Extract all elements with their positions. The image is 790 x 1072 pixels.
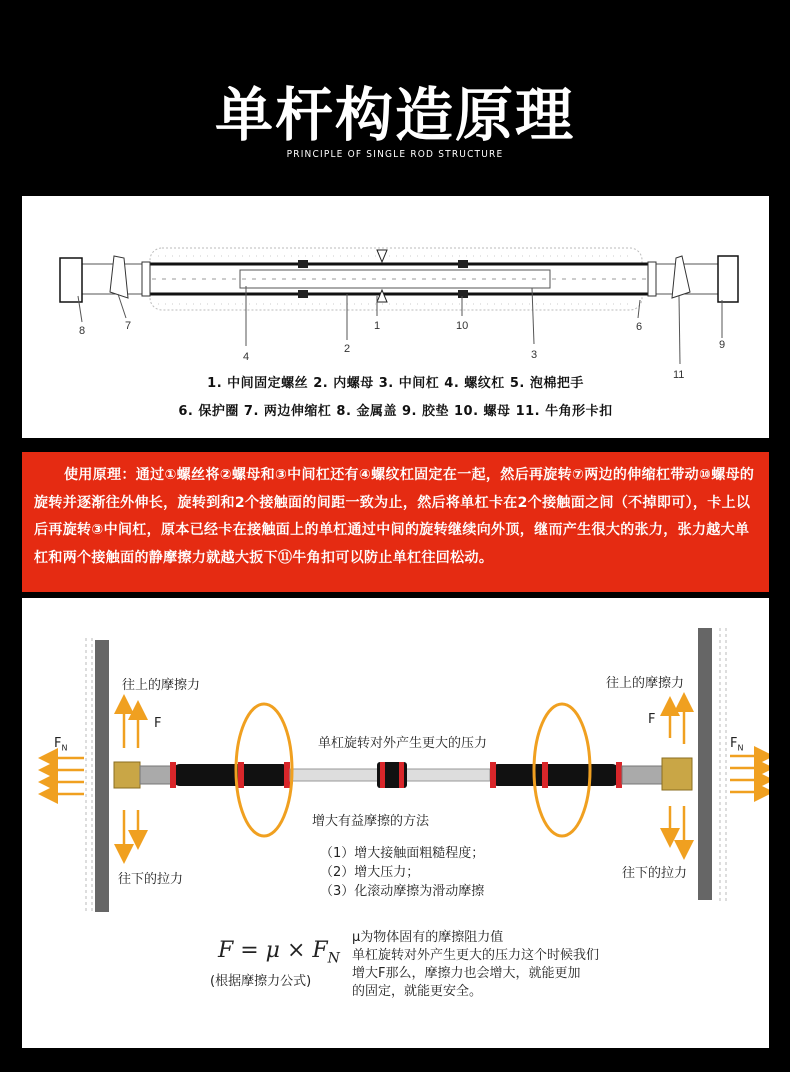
method-item: （3）化滚动摩擦为滑动摩擦 [320,884,485,899]
left-horn-clip [110,256,128,298]
part-number: 7 [125,320,132,332]
right-wall [698,628,726,903]
right-protective-ring [648,262,656,296]
method-item: （1）增大接触面粗糙程度； [320,846,485,861]
desc-line: 的固定，就能更安全。 [352,984,483,999]
usage-principle-panel [22,452,769,592]
nut-left-bottom [298,290,308,298]
screw-top [377,250,387,262]
force-f-right-label: F [648,712,656,727]
method-list [320,844,484,901]
part-number: 11 [673,369,685,381]
leader-lines [78,286,722,364]
method-item: （2）增大压力； [320,865,420,880]
nut-right-bottom [458,290,468,298]
part-number: 10 [456,320,469,332]
usage-principle-text: 使用原理：通过①螺丝将②螺母和③中间杠还有④螺纹杠固定在一起，然后再旋转⑦两边的伸缩杠带动⑩螺母的旋转并逐渐往外伸长，旋转到和2个接触面的间距一致为止，然后将单杠卡在2个接触面之间（不掉即可），卡上以后再旋转③中间杠，原本已经卡在接触面上的单杠通过中间的旋转继续向外顶，继而产生很大的张力，张力越大单杠和两个接触面的静摩擦力就越大扳下⑪牛角扣可以防止单杠往回松动。 [34,467,755,566]
part-number: 2 [344,343,351,355]
method-title: 增大有益摩擦的方法 [312,814,430,829]
nut-left-top [298,260,308,268]
part-number: 8 [79,325,86,337]
legend-line-1: 1. 中间固定螺丝 2. 内螺母 3. 中间杠 4. 螺纹杠 5. 泡棉把手 [207,376,584,391]
pull-up-bar [114,758,692,790]
page-title: 单杆构造原理 [214,81,575,149]
right-rubber-pad [718,256,738,302]
structure-diagram-panel [22,196,769,438]
page-subtitle: PRINCIPLE OF SINGLE ROD STRUCTURE [286,149,504,160]
desc-line: μ为物体固有的摩擦阻力值 [352,930,504,945]
force-f-left-label: F [154,716,162,731]
pull-down-right-label: 往下的拉力 [622,866,688,881]
friction-up-right-label: 往上的摩擦力 [606,676,685,691]
pull-down-left-label: 往下的拉力 [118,872,184,887]
part-number: 6 [636,321,643,333]
part-number: 9 [719,339,726,351]
legend-line-2: 6. 保护圈 7. 两边伸缩杠 8. 金属盖 9. 胶垫 10. 螺母 11. 牛角形卡扣 [178,404,613,419]
part-number: 1 [374,320,381,332]
normal-force-right-label: $F_N$ [730,736,744,753]
formula-note: (根据摩擦力公式) [210,974,312,989]
rotation-pressure-label: 单杠旋转对外产生更大的压力 [318,736,488,751]
left-protective-ring [142,262,150,296]
friction-formula: $F = \mu \times F_N$ [218,938,340,967]
normal-force-left-label: $F_N$ [54,736,68,753]
left-wall [86,638,109,913]
formula-description [352,929,599,1001]
part-number: 4 [243,351,250,363]
part-number: 3 [531,349,538,361]
friction-up-left-label: 往上的摩擦力 [122,678,201,693]
desc-line: 单杠旋转对外产生更大的压力这个时候我们 [352,948,600,963]
left-metal-cap [60,258,82,302]
nut-right-top [458,260,468,268]
desc-line: 增大F那么，摩擦力也会增大，就能更加 [352,966,581,981]
physics-diagram-panel [22,598,769,1048]
